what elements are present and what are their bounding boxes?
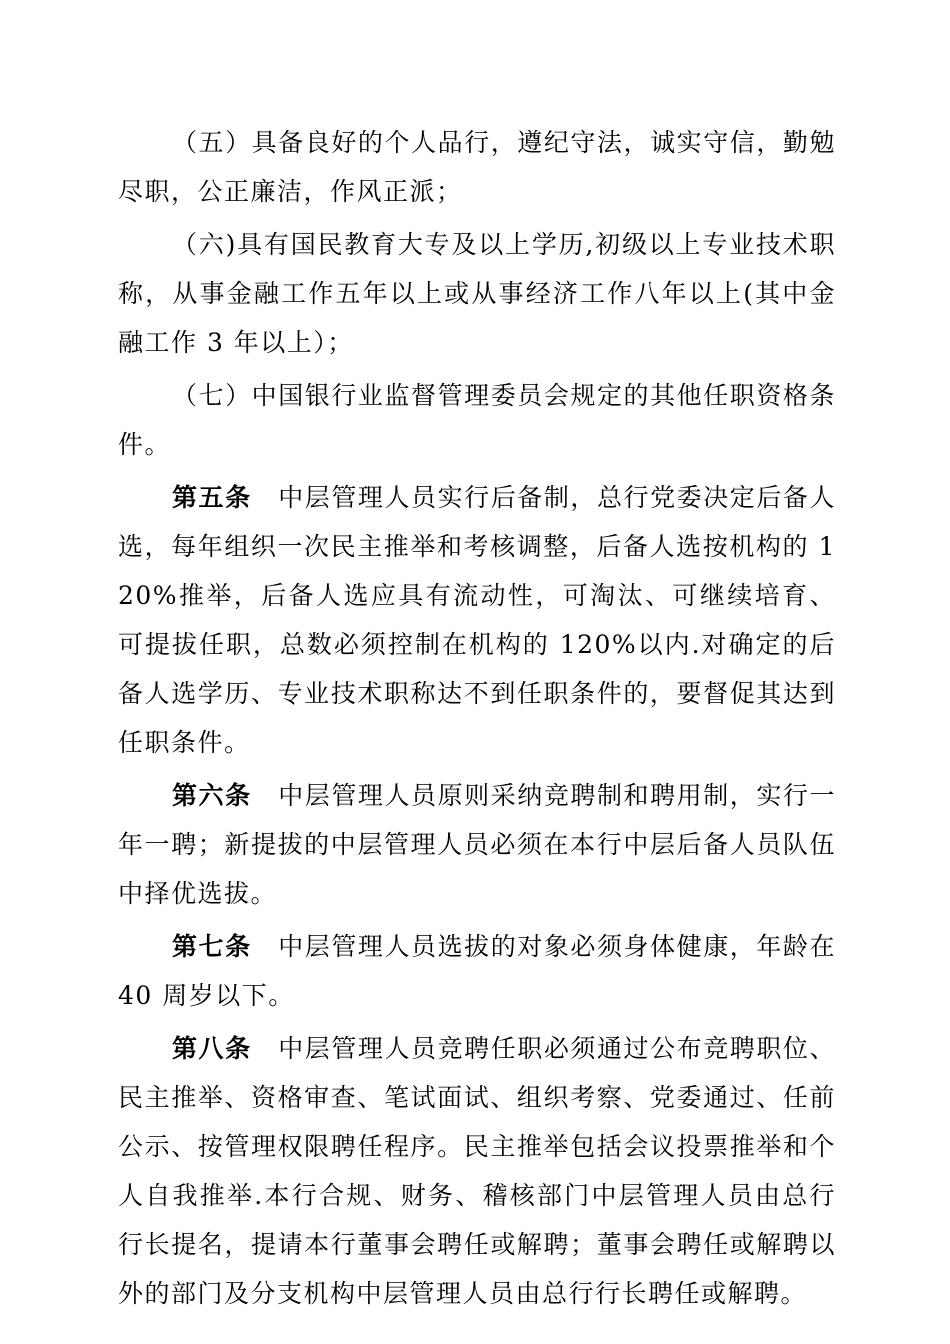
article-text: 中层管理人员实行后备制，总行党委决定后备人选，每年组织一次民主推举和考核调整，后备人选按机构的 120%推举，后备人选应具有流动性，可淘汰、可继续培育、可提拔任职，总数必须控制在机构的 120%以内.对确定的后备人选学历、专业技术职称达不到任职条件的，要督促其达到任职条件。: [118, 483, 836, 757]
clause-text: （五）具备良好的个人品行，遵纪守法，诚实守信，勤勉尽职，公正廉洁，作风正派；: [118, 128, 836, 206]
article-text: 中层管理人员原则采纳竞聘制和聘用制，实行一年一聘；新提拔的中层管理人员必须在本行中层后备人员队伍中择优选拔。: [118, 781, 836, 908]
document-page: [118, 118, 836, 1322]
article-text: 中层管理人员选拔的对象必须身体健康，年龄在 40 周岁以下。: [118, 932, 836, 1010]
clause-item-7: [118, 371, 836, 469]
clause-item-6: [118, 220, 836, 367]
article-heading: 第五条: [172, 483, 252, 512]
clause-text: （六)具有国民教育大专及以上学历,初级以上专业技术职称，从事金融工作五年以上或从事经济工作八年以上(其中金融工作 3 年以上）；: [118, 230, 836, 357]
article-heading: 第七条: [172, 932, 252, 961]
article-heading: 第八条: [172, 1034, 252, 1063]
clause-item-5: [118, 118, 836, 216]
article-text: 中层管理人员竞聘任职必须通过公布竞聘职位、民主推举、资格审查、笔试面试、组织考察、党委通过、任前公示、按管理权限聘任程序。民主推举包括会议投票推举和个人自我推举.本行合规、财务、稽核部门中层管理人员由总行行长提名，提请本行董事会聘任或解聘；董事会聘任或解聘以外的部门及分支机构中层管理人员由总行行长聘任或解聘。: [118, 1034, 836, 1308]
clause-text: （七）中国银行业监督管理委员会规定的其他任职资格条件。: [118, 381, 836, 459]
article-7: [118, 922, 836, 1020]
article-5: [118, 473, 836, 767]
article-8: [118, 1024, 836, 1318]
article-6: [118, 771, 836, 918]
article-heading: 第六条: [172, 781, 252, 810]
